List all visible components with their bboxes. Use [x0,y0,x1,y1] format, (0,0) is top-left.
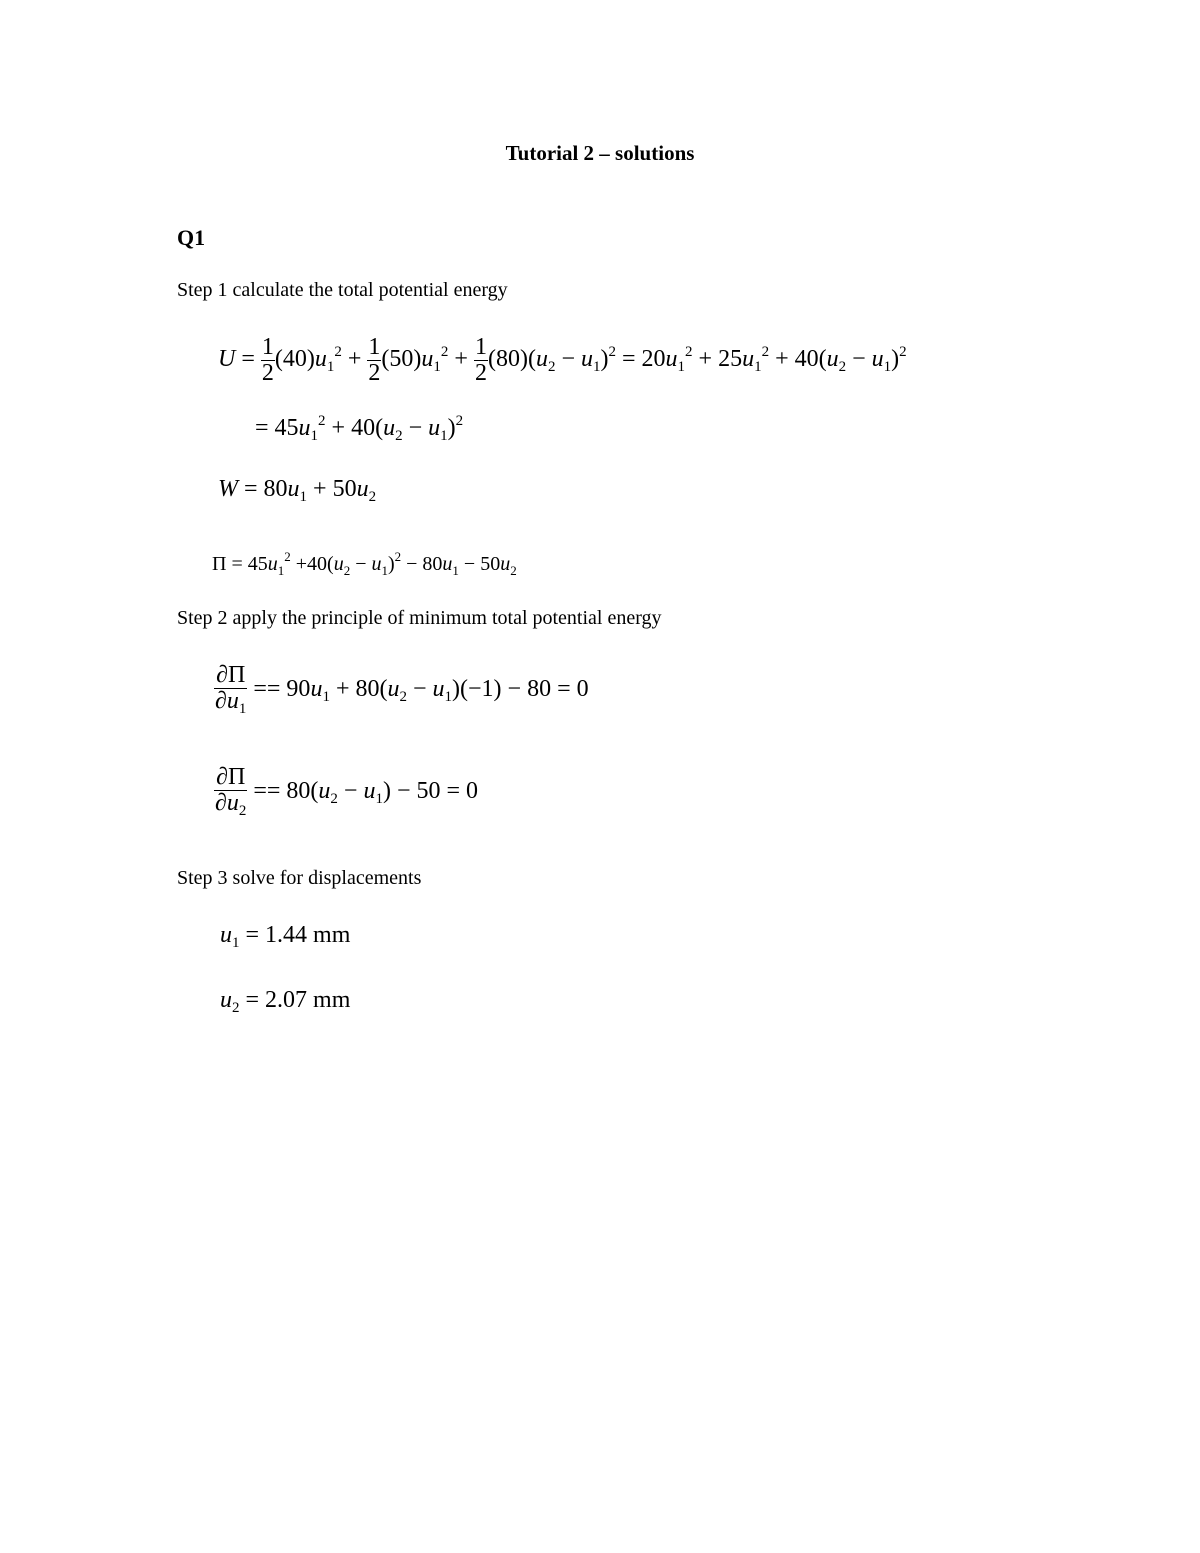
step-3-text: Step 3 solve for displacements [177,867,422,889]
page-title: Tutorial 2 – solutions [505,141,695,165]
equation-w: $W = 80u_1 + 50u_2$ [218,476,377,505]
equation-u-simplified: = $45u_1^2 + 40(u_2 - u_1)^2$ [255,413,464,444]
equation-pi: $\Pi = 45u_1^2 +40(u_2 - u_1)^2 - 80u_1 - 50u_2$ [212,549,517,578]
step-2-text: Step 2 apply the principle of minimum total potential energy [177,607,662,629]
equation-dpi-du1: $\frac{\partial\Pi}{\partial u_1}$ == $90u_1 + 80(u_2 - u_1)(-1) - 80 = 0$ [215,662,589,718]
result-u2-value: 2.07 mm [265,987,351,1013]
step-1-text: Step 1 calculate the total potential energy [177,279,508,301]
result-u2: $u_2 = 2.07$ mm [220,987,351,1016]
result-u1: $u_1 = 1.44$ mm [220,922,351,951]
equation-dpi-du2: $\frac{\partial\Pi}{\partial u_2}$ == $80(u_2 - u_1) - 50 = 0$ [215,764,479,820]
equation-u: U = $\frac{1}{2}$ $(40)u_1^2$ + $\frac{1}{2}$ $(50)u_1^2$ + $\frac{1}{2}$ $(80)(u_2 - u_1)^2 = 20u_1^2 + 25u_1^2 + 40(u_2 - u_1)^2$ [218,334,907,387]
question-heading: Q1 [177,225,206,250]
result-u1-value: 1.44 mm [265,922,351,948]
